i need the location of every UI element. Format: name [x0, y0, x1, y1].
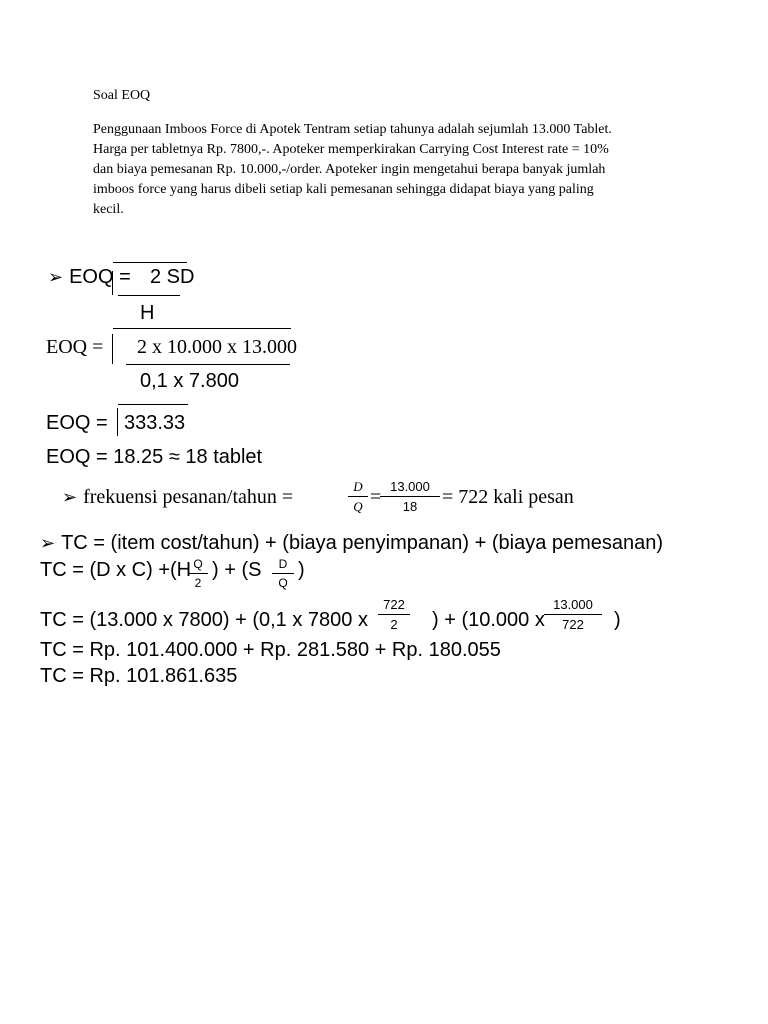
fraction-q-over-2	[188, 558, 208, 589]
sqrt-overline	[118, 404, 188, 405]
tc-sub-part1: TC = (13.000 x 7800) + (0,1 x 7800 x	[40, 609, 368, 631]
fraction-denominator: 2	[194, 576, 202, 590]
sqrt-sign-icon	[117, 408, 118, 436]
eoq-sqrt-label: EOQ =	[46, 412, 108, 434]
document-title: Soal EOQ	[93, 88, 151, 103]
fraction-bar	[544, 614, 602, 615]
tc-heading-row	[40, 532, 663, 555]
eoq-sub-denominator: 0,1 x 7.800	[140, 370, 239, 392]
eoq-numerator: 2 SD	[150, 266, 195, 288]
fraction-numerator: D	[353, 479, 363, 494]
fraction-numerator: 722	[383, 597, 405, 612]
fraction-722-over-2	[378, 598, 410, 631]
sqrt-overline	[113, 328, 291, 329]
problem-line: imboos force yang harus dibeli setiap kali pemesanan sehingga didapat biaya yang paling	[93, 182, 594, 197]
eoq-sub-numerator: 2 x 10.000 x 13.000	[137, 336, 297, 358]
arrow-bullet-icon: ➢	[62, 487, 78, 507]
fraction-bar	[380, 496, 440, 497]
fraction-denominator: Q	[353, 499, 363, 514]
tc-heading: TC = (item cost/tahun) + (biaya penyimpanan) + (biaya pemesanan)	[61, 532, 664, 554]
sqrt-overline	[113, 262, 187, 263]
problem-line: Harga per tabletnya Rp. 7800,-. Apoteker memperkirakan Carrying Cost Interest rate = 10%	[93, 142, 609, 157]
problem-line: dan biaya pemesanan Rp. 10.000,-/order. Apoteker ingin mengetahui berapa banyak jumlah	[93, 162, 606, 177]
fraction-numerator: 13.000	[390, 479, 430, 494]
fraction-d-over-q	[348, 480, 368, 513]
arrow-bullet-icon: ➢	[40, 533, 56, 553]
tc-formula-part1: TC = (D x C) +(H	[40, 559, 192, 581]
frekuensi-result: = 722 kali pesan	[442, 486, 574, 508]
eoq-formula-row	[48, 266, 131, 289]
arrow-bullet-icon: ➢	[48, 267, 64, 287]
eoq-denominator: H	[140, 302, 155, 324]
sqrt-sign-icon	[112, 334, 113, 364]
equals-sign: =	[370, 486, 382, 508]
fraction-bar	[118, 295, 180, 296]
fraction-bar	[272, 573, 294, 574]
fraction-13000-over-722	[544, 598, 602, 631]
tc-formula-part2: ) + (S	[212, 559, 262, 581]
fraction-denominator: 2	[390, 617, 398, 632]
eoq-formula-label: EOQ =	[69, 266, 131, 288]
tc-result: TC = Rp. 101.861.635	[40, 665, 238, 687]
fraction-bar	[188, 573, 208, 574]
tc-sub-part2: ) + (10.000 x	[432, 609, 545, 631]
eoq-sqrt-value: 333.33	[124, 412, 186, 434]
fraction-13000-over-18	[380, 480, 440, 513]
fraction-bar	[348, 496, 368, 497]
fraction-d-over-q	[272, 558, 294, 589]
fraction-numerator: Q	[193, 557, 203, 571]
eoq-sub-label: EOQ =	[46, 336, 104, 358]
fraction-bar	[378, 614, 410, 615]
fraction-denominator: 18	[402, 499, 418, 514]
fraction-numerator: D	[278, 557, 288, 571]
tc-sub-part3: )	[614, 609, 621, 631]
frekuensi-label: frekuensi pesanan/tahun =	[83, 486, 294, 508]
problem-statement	[93, 120, 693, 220]
fraction-denominator: Q	[278, 576, 288, 590]
fraction-denominator: 722	[562, 617, 584, 632]
problem-line: Penggunaan Imboos Force di Apotek Tentram setiap tahunya adalah sejumlah 13.000 Tablet.	[93, 122, 612, 137]
eoq-result: EOQ = 18.25 ≈ 18 tablet	[46, 446, 263, 468]
problem-line: kecil.	[93, 202, 124, 217]
sqrt-sign-icon	[112, 271, 113, 295]
tc-sum-line: TC = Rp. 101.400.000 + Rp. 281.580 + Rp. 180.055	[40, 639, 501, 661]
frekuensi-row	[62, 486, 293, 509]
fraction-numerator: 13.000	[553, 597, 593, 612]
fraction-bar	[126, 364, 290, 365]
tc-formula-part3: )	[298, 559, 305, 581]
